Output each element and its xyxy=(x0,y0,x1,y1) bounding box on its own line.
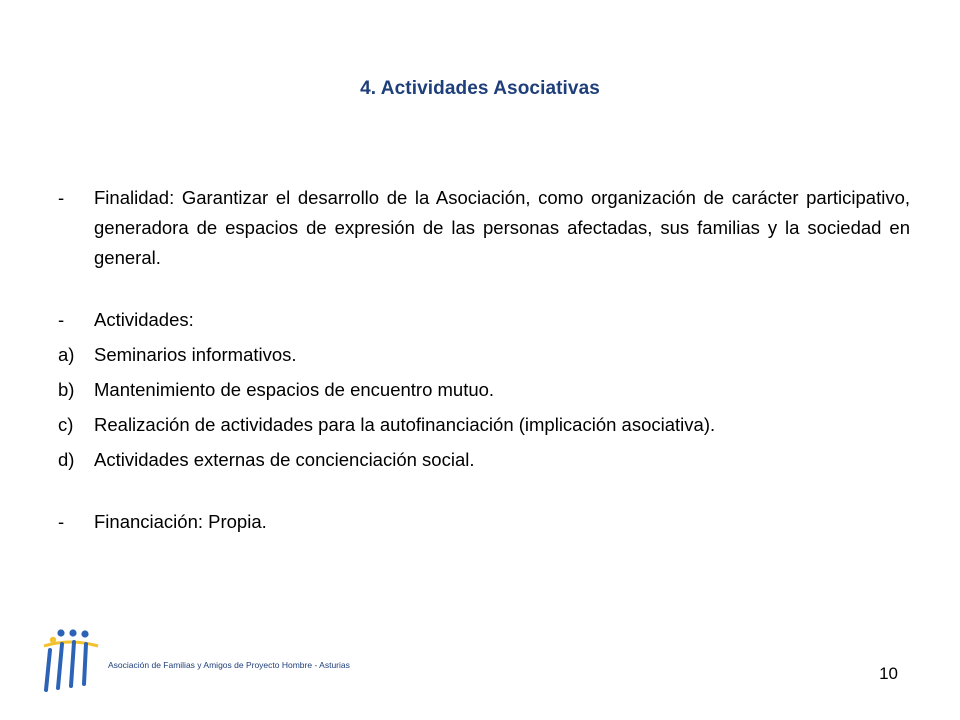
bullet-marker: - xyxy=(58,511,65,532)
actividades-heading: Actividades: xyxy=(94,309,194,330)
logo-head-2 xyxy=(69,629,76,636)
list-marker: a) xyxy=(58,344,75,365)
logo-body-3 xyxy=(71,642,74,686)
bullet-marker: - xyxy=(58,187,65,208)
list-item xyxy=(58,445,910,475)
logo-head-1 xyxy=(57,629,64,636)
financiacion-item xyxy=(58,507,910,537)
logo-body-2 xyxy=(58,644,62,688)
logo-body-4 xyxy=(84,644,86,684)
logo-arms xyxy=(44,642,98,646)
finalidad-text: Finalidad: Garantizar el desarrollo de la Asociación, como organización de carácter participativo, generadora de espacios de expresión de las personas afectadas, sus familias y la sociedad en general. xyxy=(94,187,910,268)
slide-title: 4. Actividades Asociativas xyxy=(360,78,600,99)
finalidad-item xyxy=(58,183,910,273)
list-item xyxy=(58,375,910,405)
list-item xyxy=(58,410,910,440)
page-number: 10 xyxy=(879,664,898,683)
list-item-text: Mantenimiento de espacios de encuentro mutuo. xyxy=(94,379,495,400)
list-item-text: Seminarios informativos. xyxy=(94,344,297,365)
financiacion-text: Financiación: Propia. xyxy=(94,511,267,532)
bullet-marker: - xyxy=(58,309,65,330)
people-logo-icon xyxy=(38,628,104,694)
actividades-heading-item xyxy=(58,305,910,335)
list-marker: c) xyxy=(58,414,74,435)
footer-organization: Asociación de Familias y Amigos de Proyecto Hombre - Asturias xyxy=(108,660,350,670)
list-marker: b) xyxy=(58,379,75,400)
logo-head-3 xyxy=(81,630,88,637)
logo-body-1 xyxy=(46,650,50,690)
list-item-text: Actividades externas de concienciación social. xyxy=(94,449,475,470)
slide-body xyxy=(58,183,910,537)
list-marker: d) xyxy=(58,449,75,470)
list-item-text: Realización de actividades para la autofinanciación (implicación asociativa). xyxy=(94,414,716,435)
list-item xyxy=(58,340,910,370)
